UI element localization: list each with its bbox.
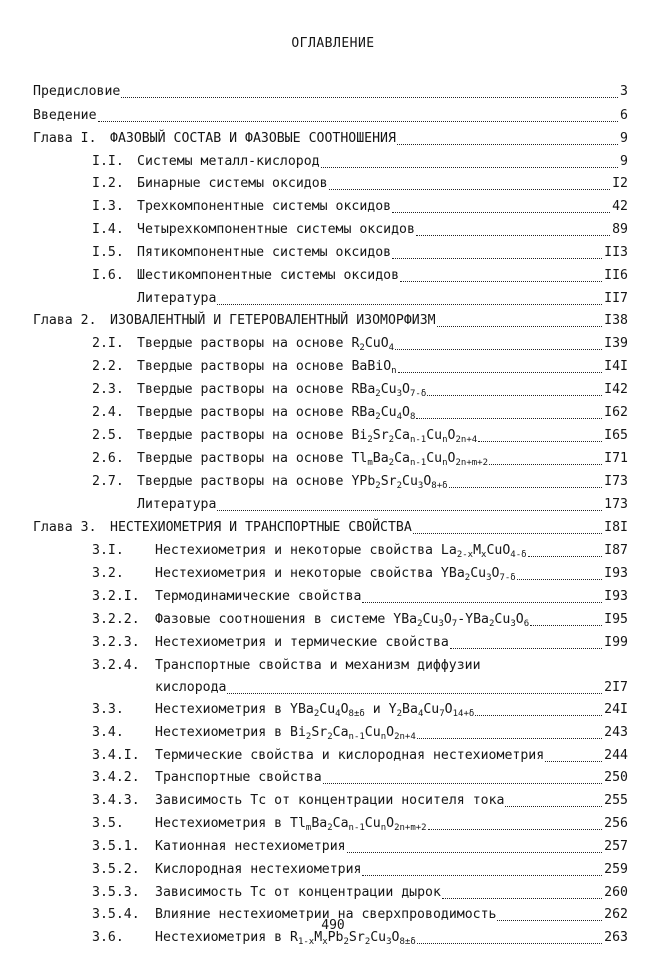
toc-entry-page: I2 <box>612 176 628 191</box>
toc-entry-title: Нестехиометрия и некоторые свойства $La_{2-x}M_xCuO_{4-\delta}$ <box>155 543 527 560</box>
dot-leader <box>321 167 618 168</box>
toc-entry[interactable] <box>137 287 628 311</box>
toc-entry-page: I39 <box>604 336 628 351</box>
toc-entry-page: II6 <box>604 268 628 283</box>
toc-entry-title: Твердые растворы на основе $R_2CuO_4$ <box>137 336 395 353</box>
dot-leader <box>329 189 611 190</box>
toc-entry-page: I93 <box>604 589 628 604</box>
toc-entry-number: 3.2.2. <box>92 612 140 627</box>
toc-entry-title: Твердые растворы на основе BaBiO$_n$ <box>137 359 397 376</box>
toc-entry[interactable] <box>92 585 628 609</box>
toc-entry-number: 3.2.4. <box>92 658 140 673</box>
toc-entry-page: I38 <box>604 313 628 328</box>
page-number: 490 <box>321 918 345 933</box>
toc-entry-title: Системы металл-кислород <box>137 154 320 169</box>
dot-leader <box>398 372 603 373</box>
toc-entry[interactable] <box>92 835 628 859</box>
toc-entry-continuation[interactable] <box>155 676 628 700</box>
toc-entry[interactable] <box>92 608 628 632</box>
toc-entry-page: 243 <box>604 725 628 740</box>
toc-entry-title: Зависимость Tc от концентрации дырок <box>155 885 441 900</box>
toc-entry[interactable] <box>92 218 628 242</box>
toc-entry-title: НЕСТЕХИОМЕТРИЯ И ТРАНСПОРТНЫЕ СВОЙСТВА <box>110 520 412 535</box>
toc-entry[interactable] <box>92 539 628 563</box>
dot-leader <box>347 852 603 853</box>
toc-entry-title: Твердые растворы на основе $Bi_2Sr_2Ca_{n-1}Cu_nO_{2n+4}$ <box>137 428 478 445</box>
toc-entry[interactable] <box>33 80 628 104</box>
toc-entry-number: 3.6. <box>92 930 124 945</box>
toc-entry-page: 255 <box>604 793 628 808</box>
toc-entry-number: 3.2.I. <box>92 589 140 604</box>
toc-entry[interactable] <box>92 332 628 356</box>
toc-entry-page: I4I <box>604 359 628 374</box>
toc-entry-title: Нестехиометрия в $Tl_mBa_2Ca_{n-1}Cu_nO_{2n+m+2}$ <box>155 816 427 833</box>
toc-entry-number: 3.4.2. <box>92 770 140 785</box>
dot-leader <box>530 625 602 626</box>
toc-title: ОГЛАВЛЕНИЕ <box>291 36 375 51</box>
toc-entry-page: I65 <box>604 428 628 443</box>
toc-entry-page: 250 <box>604 770 628 785</box>
toc-entry[interactable] <box>33 104 628 128</box>
toc-entry-title: Пятикомпонентные системы оксидов <box>137 245 392 260</box>
toc-entry-page: I42 <box>604 382 628 397</box>
toc-entry-number: I.5. <box>92 245 124 260</box>
toc-entry-number: 2.3. <box>92 382 124 397</box>
toc-entry-page: 260 <box>604 885 628 900</box>
toc-entry-page: II3 <box>604 245 628 260</box>
dot-leader <box>362 875 602 876</box>
dot-leader <box>442 898 602 899</box>
dot-leader <box>528 556 603 557</box>
toc-entry-number: 3.3. <box>92 702 124 717</box>
toc-entry-title: Влияние нестехиометрии на сверхпроводимость <box>155 907 497 922</box>
toc-entry-number: I.3. <box>92 199 124 214</box>
toc-entry-page: 89 <box>612 222 628 237</box>
toc-entry[interactable] <box>92 264 628 288</box>
toc-entry-number: Глава 2. <box>33 313 97 328</box>
toc-entry-title: Зависимость Tc от концентрации носителя тока <box>155 793 505 808</box>
dot-leader <box>416 235 610 236</box>
toc-entry-title: Нестехиометрия в $Bi_2Sr_2Ca_{n-1}Cu_nO_{2n+4}$ <box>155 725 416 742</box>
toc-entry-page: I8I <box>604 520 628 535</box>
toc-entry-title: Твердые растворы на основе $RBa_2Cu_3O_{7-\delta}$ <box>137 382 427 399</box>
dot-leader <box>323 783 602 784</box>
toc-entry-number: 3.2. <box>92 566 124 581</box>
toc-entry-number: 3.4.I. <box>92 748 140 763</box>
toc-entry-page: II7 <box>604 291 628 306</box>
dot-leader <box>475 715 602 716</box>
toc-entry[interactable] <box>92 631 628 655</box>
toc-entry[interactable] <box>92 424 628 448</box>
toc-entry-page: I99 <box>604 635 628 650</box>
toc-entry-title: Кислородная нестехиометрия <box>155 862 362 877</box>
toc-entry-page: 3 <box>620 84 628 99</box>
toc-entry-title: Предисловие <box>33 84 121 99</box>
toc-entry-page: 9 <box>620 154 628 169</box>
toc-entry-number: 3.5.3. <box>92 885 140 900</box>
dot-leader <box>437 326 603 327</box>
dot-leader <box>362 602 602 603</box>
toc-entry-title: Твердые растворы на основе $YPb_2Sr_2Cu_3O_{8+\delta}$ <box>137 474 448 491</box>
toc-entry-continuation-text: кислорода <box>155 680 227 695</box>
toc-entry-number: Глава I. <box>33 131 97 146</box>
dot-leader <box>400 281 602 282</box>
dot-leader <box>417 943 602 944</box>
toc-entry-title: Термические свойства и кислородная нестехиометрия <box>155 748 545 763</box>
toc-entry-page: 262 <box>604 907 628 922</box>
toc-entry-title: Транспортные свойства <box>155 770 322 785</box>
toc-entry-page: 263 <box>604 930 628 945</box>
dot-leader <box>489 464 602 465</box>
dot-leader <box>392 212 610 213</box>
dot-leader <box>392 258 602 259</box>
dot-leader <box>545 761 602 762</box>
toc-entry-number: 3.2.3. <box>92 635 140 650</box>
toc-entry-number: 2.6. <box>92 451 124 466</box>
toc-entry-page: 256 <box>604 816 628 831</box>
toc-entry[interactable] <box>92 654 628 678</box>
toc-entry-title: Катионная нестехиометрия <box>155 839 346 854</box>
toc-entry[interactable] <box>92 195 628 219</box>
toc-entry-number: 3.5.2. <box>92 862 140 877</box>
toc-entry-page: 257 <box>604 839 628 854</box>
toc-entry[interactable] <box>137 493 628 517</box>
toc-entry-number: 2.I. <box>92 336 124 351</box>
toc-entry-title: Литература <box>137 497 217 512</box>
toc-entry-number: 3.4. <box>92 725 124 740</box>
toc-entry-page: I71 <box>604 451 628 466</box>
dot-leader <box>417 738 602 739</box>
toc-entry[interactable] <box>92 812 628 836</box>
toc-entry-title: Твердые растворы на основе $RBa_2Cu_4O_8$ <box>137 405 416 422</box>
toc-entry-page: I62 <box>604 405 628 420</box>
dot-leader <box>416 418 602 419</box>
dot-leader <box>449 487 603 488</box>
toc-entry-number: 2.7. <box>92 474 124 489</box>
toc-entry-page: 6 <box>620 108 628 123</box>
dot-leader <box>217 304 602 305</box>
dot-leader <box>428 829 603 830</box>
toc-entry-title: Шестикомпонентные системы оксидов <box>137 268 400 283</box>
dot-leader <box>427 395 602 396</box>
toc-entry-number: 3.4.3. <box>92 793 140 808</box>
toc-entry-page: 244 <box>604 748 628 763</box>
toc-entry[interactable] <box>92 150 628 174</box>
toc-entry-number: 3.5. <box>92 816 124 831</box>
dot-leader <box>517 579 602 580</box>
toc-entry[interactable] <box>92 172 628 196</box>
toc-entry-number: I.2. <box>92 176 124 191</box>
toc-entry-title: Нестехиометрия и некоторые свойства $YBa_2Cu_3O_{7-\delta}$ <box>155 566 516 583</box>
toc-entry-number: I.6. <box>92 268 124 283</box>
toc-entry[interactable] <box>33 516 628 540</box>
toc-entry-title: ИЗОВАЛЕНТНЫЙ И ГЕТЕРОВАЛЕНТНЫЙ ИЗОМОРФИЗМ <box>110 313 436 328</box>
toc-entry[interactable] <box>92 470 628 494</box>
toc-entry[interactable] <box>92 562 628 586</box>
toc-entry-page: 2I7 <box>604 680 628 695</box>
toc-entry[interactable] <box>92 355 628 379</box>
toc-entry-title: Термодинамические свойства <box>155 589 362 604</box>
toc-entry-title: Транспортные свойства и механизм диффузии <box>155 658 481 673</box>
toc-entry-title: Бинарные системы оксидов <box>137 176 328 191</box>
toc-entry-page: I93 <box>604 566 628 581</box>
toc-entry[interactable] <box>92 721 628 745</box>
dot-leader <box>478 441 602 442</box>
toc-entry-page: I95 <box>604 612 628 627</box>
dot-leader <box>227 693 602 694</box>
toc-entry[interactable] <box>92 401 628 425</box>
toc-entry-number: 2.2. <box>92 359 124 374</box>
toc-entry[interactable] <box>33 127 628 151</box>
toc-entry-page: 173 <box>604 497 628 512</box>
toc-entry-number: 3.5.1. <box>92 839 140 854</box>
toc-entry[interactable] <box>92 744 628 768</box>
toc-entry-number: 3.I. <box>92 543 124 558</box>
toc-entry-number: 2.4. <box>92 405 124 420</box>
toc-entry-number: 2.5. <box>92 428 124 443</box>
toc-entry[interactable] <box>92 858 628 882</box>
toc-entry-page: 259 <box>604 862 628 877</box>
toc-entry-page: 42 <box>612 199 628 214</box>
dot-leader <box>121 97 618 98</box>
toc-entry[interactable] <box>92 881 628 905</box>
dot-leader <box>397 144 618 145</box>
dot-leader <box>450 648 602 649</box>
toc-entry-title: Четырехкомпонентные системы оксидов <box>137 222 415 237</box>
dot-leader <box>395 349 602 350</box>
toc-entry-title: Фазовые соотношения в системе $YBa_2Cu_3O_7-YBa_2Cu_3O_6$ <box>155 612 530 629</box>
toc-entry-title: Трехкомпонентные системы оксидов <box>137 199 392 214</box>
toc-entry-title: Твердые растворы на основе $Tl_mBa_2Ca_{n-1}Cu_nO_{2n+m+2}$ <box>137 451 489 468</box>
toc-entry[interactable] <box>92 698 628 722</box>
toc-entry-number: 3.5.4. <box>92 907 140 922</box>
toc-entry-number: Глава 3. <box>33 520 97 535</box>
toc-entry-number: I.4. <box>92 222 124 237</box>
toc-entry-title: Литература <box>137 291 217 306</box>
toc-entry[interactable] <box>92 766 628 790</box>
toc-entry-page: I87 <box>604 543 628 558</box>
dot-leader <box>505 806 602 807</box>
toc-entry-page: 9 <box>620 131 628 146</box>
toc-entry[interactable] <box>33 309 628 333</box>
toc-entry[interactable] <box>92 378 628 402</box>
toc-entry-number: I.I. <box>92 154 124 169</box>
toc-entry[interactable] <box>92 241 628 265</box>
toc-entry[interactable] <box>92 789 628 813</box>
dot-leader <box>413 533 602 534</box>
toc-entry-title: Нестехиометрия и термические свойства <box>155 635 449 650</box>
dot-leader <box>98 121 619 122</box>
toc-entry-title: Нестехиометрия в $YBa_2Cu_4O_{8\pm\delta}$ и $Y_2Ba_4Cu_7O_{14+\delta}$ <box>155 702 475 719</box>
toc-entry-title: Введение <box>33 108 97 123</box>
toc-entry-title: ФАЗОВЫЙ СОСТАВ И ФАЗОВЫЕ СООТНОШЕНИЯ <box>110 131 396 146</box>
toc-entry-title: Нестехиометрия в $R_{1-x}M_xPb_2Sr_2Cu_3O_{8\pm\delta}$ <box>155 930 416 947</box>
toc-entry-page: I73 <box>604 474 628 489</box>
toc-entry[interactable] <box>92 447 628 471</box>
toc-entry-page: 24I <box>604 702 628 717</box>
dot-leader <box>217 510 602 511</box>
